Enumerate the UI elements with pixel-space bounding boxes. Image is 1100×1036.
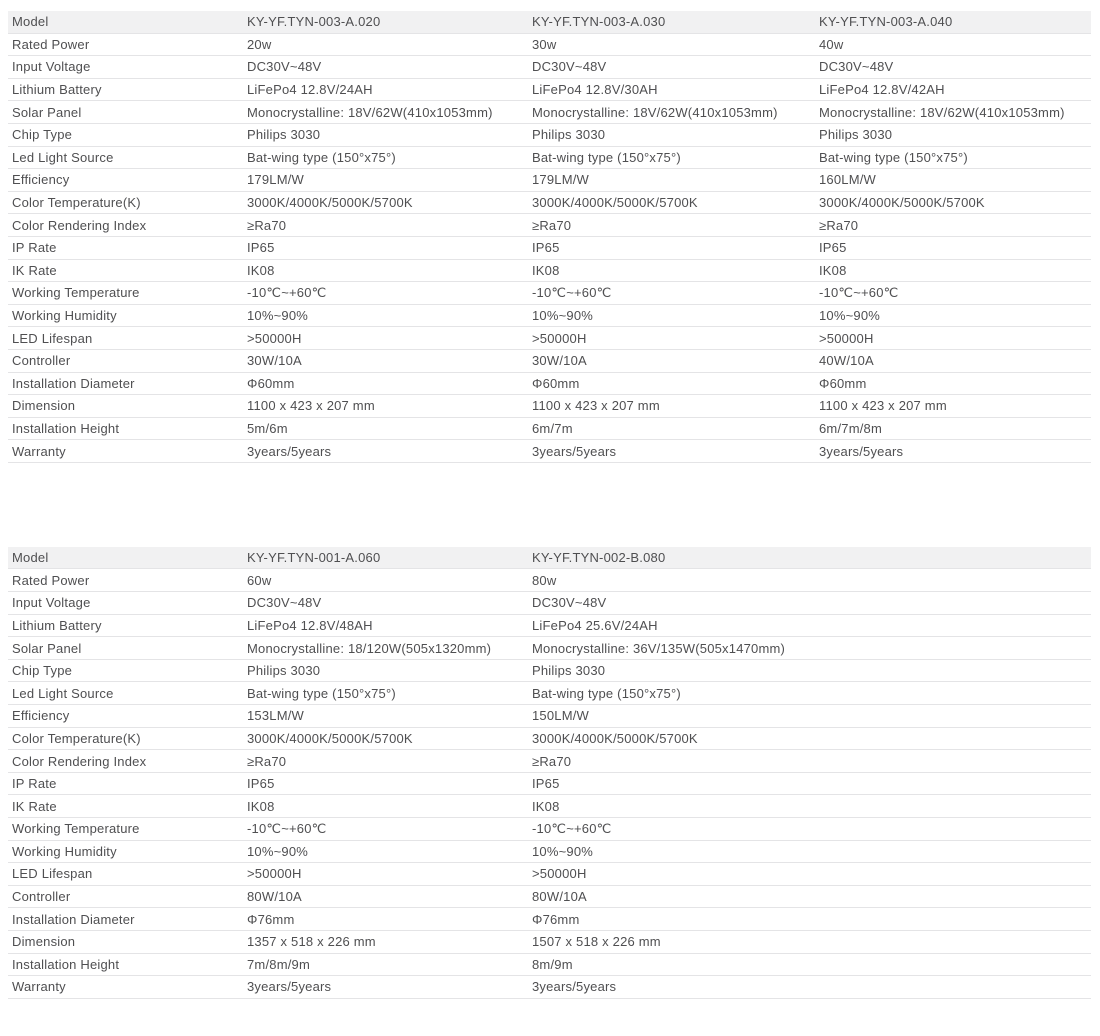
row-label: Chip Type <box>12 663 73 679</box>
spec-row <box>8 682 1091 705</box>
spec-value: Philips 3030 <box>532 663 606 679</box>
spec-value: ≥Ra70 <box>247 217 287 233</box>
spec-value: Philips 3030 <box>247 127 321 143</box>
row-label: Efficiency <box>12 172 70 188</box>
spec-value: 80W/10A <box>247 889 302 905</box>
spec-value: IK08 <box>532 798 560 814</box>
spec-value: 10%~90% <box>532 843 594 859</box>
spec-row <box>8 750 1091 773</box>
row-label: Color Temperature(K) <box>12 730 141 746</box>
spec-value: 10%~90% <box>819 308 881 324</box>
spec-row <box>8 615 1091 638</box>
spec-value: DC30V~48V <box>247 595 322 611</box>
spec-value: Monocrystalline: 36V/135W(505x1470mm) <box>532 640 786 656</box>
row-label: Working Temperature <box>12 821 140 837</box>
model-name: KY-YF.TYN-003-A.040 <box>819 14 953 30</box>
spec-value: Philips 3030 <box>819 127 893 143</box>
spec-value: 5m/6m <box>247 420 288 436</box>
spec-value: >50000H <box>247 866 302 882</box>
row-label: Warranty <box>12 979 66 995</box>
spec-row <box>8 260 1091 283</box>
row-label: Model <box>12 14 49 30</box>
spec-value: 40w <box>819 36 844 52</box>
spec-value: IP65 <box>247 240 275 256</box>
model-name: KY-YF.TYN-002-B.080 <box>532 550 666 566</box>
row-label: Installation Diameter <box>12 375 135 391</box>
spec-value: 3years/5years <box>819 443 904 459</box>
spec-value: Φ60mm <box>247 375 295 391</box>
spec-value: Φ76mm <box>247 911 295 927</box>
spec-row <box>8 124 1091 147</box>
spec-value: Φ60mm <box>532 375 580 391</box>
spec-value: DC30V~48V <box>532 59 607 75</box>
spec-row <box>8 373 1091 396</box>
spec-value: 179LM/W <box>247 172 305 188</box>
spec-row <box>8 101 1091 124</box>
row-label: Color Temperature(K) <box>12 195 141 211</box>
spec-value: 3years/5years <box>532 979 617 995</box>
spec-value: 40W/10A <box>819 353 874 369</box>
spec-value: Monocrystalline: 18V/62W(410x1053mm) <box>532 104 778 120</box>
spec-value: 1100 x 423 x 207 mm <box>532 398 660 414</box>
spec-row <box>8 569 1091 592</box>
solar-light-spec-sheet <box>0 11 1100 1036</box>
spec-value: 3years/5years <box>247 443 332 459</box>
row-label: Rated Power <box>12 36 90 52</box>
row-label: Installation Diameter <box>12 911 135 927</box>
spec-value: LiFePo4 12.8V/48AH <box>247 617 373 633</box>
spec-value: IP65 <box>247 776 275 792</box>
row-label: Led Light Source <box>12 149 114 165</box>
spec-row <box>8 79 1091 102</box>
row-label: Solar Panel <box>12 640 82 656</box>
spec-row <box>8 56 1091 79</box>
model-name: KY-YF.TYN-003-A.030 <box>532 14 666 30</box>
spec-value: 3000K/4000K/5000K/5700K <box>532 195 698 211</box>
spec-value: Bat-wing type (150°x75°) <box>532 149 681 165</box>
row-label: IK Rate <box>12 798 57 814</box>
model-name: KY-YF.TYN-001-A.060 <box>247 550 381 566</box>
model-name: KY-YF.TYN-003-A.020 <box>247 14 381 30</box>
spec-row <box>8 705 1091 728</box>
spec-value: DC30V~48V <box>247 59 322 75</box>
spec-row <box>8 327 1091 350</box>
spec-row <box>8 395 1091 418</box>
spec-value: 10%~90% <box>247 843 309 859</box>
spec-value: 153LM/W <box>247 708 305 724</box>
spec-value: Monocrystalline: 18/120W(505x1320mm) <box>247 640 492 656</box>
spec-row <box>8 305 1091 328</box>
spec-value: 3000K/4000K/5000K/5700K <box>532 730 698 746</box>
row-label: Lithium Battery <box>12 82 102 98</box>
row-label: Chip Type <box>12 127 73 143</box>
spec-value: 80W/10A <box>532 889 587 905</box>
spec-value: 3years/5years <box>247 979 332 995</box>
row-label: Color Rendering Index <box>12 753 147 769</box>
spec-value: -10℃~+60℃ <box>247 285 327 301</box>
spec-value: >50000H <box>819 330 874 346</box>
spec-row <box>8 931 1091 954</box>
row-label: Efficiency <box>12 708 70 724</box>
spec-value: 8m/9m <box>532 956 573 972</box>
spec-row <box>8 214 1091 237</box>
spec-row <box>8 237 1091 260</box>
spec-value: 20w <box>247 36 272 52</box>
spec-value: >50000H <box>532 866 587 882</box>
spec-value: 1100 x 423 x 207 mm <box>819 398 947 414</box>
row-label: IK Rate <box>12 262 57 278</box>
row-label: Warranty <box>12 443 66 459</box>
spec-row <box>8 773 1091 796</box>
spec-value: DC30V~48V <box>819 59 894 75</box>
spec-value: Philips 3030 <box>532 127 606 143</box>
spec-row <box>8 282 1091 305</box>
spec-value: IK08 <box>247 262 275 278</box>
spec-table-models-020-040 <box>8 11 1091 463</box>
spec-value: >50000H <box>247 330 302 346</box>
spec-row <box>8 440 1091 463</box>
spec-value: 6m/7m/8m <box>819 420 883 436</box>
spec-value: IK08 <box>819 262 847 278</box>
spec-value: ≥Ra70 <box>532 753 572 769</box>
spec-value: 3000K/4000K/5000K/5700K <box>247 195 413 211</box>
spec-value: IP65 <box>532 240 560 256</box>
row-label: Controller <box>12 889 71 905</box>
spec-value: 1507 x 518 x 226 mm <box>532 934 661 950</box>
spec-value: LiFePo4 12.8V/24AH <box>247 82 373 98</box>
spec-value: 60w <box>247 572 272 588</box>
spec-value: Monocrystalline: 18V/62W(410x1053mm) <box>247 104 493 120</box>
row-label: Rated Power <box>12 572 90 588</box>
row-label: Installation Height <box>12 956 120 972</box>
spec-row <box>8 592 1091 615</box>
spec-row <box>8 818 1091 841</box>
spec-value: 30W/10A <box>532 353 587 369</box>
row-label: Controller <box>12 353 71 369</box>
spec-value: DC30V~48V <box>532 595 607 611</box>
spec-value: 10%~90% <box>532 308 594 324</box>
model-header-row <box>8 11 1091 34</box>
spec-value: ≥Ra70 <box>819 217 859 233</box>
spec-value: 10%~90% <box>247 308 309 324</box>
spec-row <box>8 976 1091 999</box>
row-label: Dimension <box>12 934 76 950</box>
row-label: Led Light Source <box>12 685 114 701</box>
row-label: LED Lifespan <box>12 866 93 882</box>
row-label: Working Humidity <box>12 843 117 859</box>
spec-value: Φ76mm <box>532 911 580 927</box>
spec-row <box>8 863 1091 886</box>
spec-value: Philips 3030 <box>247 663 321 679</box>
spec-row <box>8 954 1091 977</box>
spec-row <box>8 192 1091 215</box>
row-label: Dimension <box>12 398 76 414</box>
spec-value: 160LM/W <box>819 172 877 188</box>
spec-value: IP65 <box>819 240 847 256</box>
spec-row <box>8 795 1091 818</box>
spec-value: LiFePo4 12.8V/30AH <box>532 82 658 98</box>
row-label: Working Humidity <box>12 308 117 324</box>
row-label: IP Rate <box>12 240 57 256</box>
spec-value: IK08 <box>532 262 560 278</box>
spec-value: 1100 x 423 x 207 mm <box>247 398 375 414</box>
spec-value: Bat-wing type (150°x75°) <box>819 149 968 165</box>
spec-row <box>8 637 1091 660</box>
row-label: Lithium Battery <box>12 617 102 633</box>
spec-value: -10℃~+60℃ <box>532 285 612 301</box>
spec-value: LiFePo4 12.8V/42AH <box>819 82 945 98</box>
spec-table-models-060-080 <box>8 547 1091 999</box>
spec-row <box>8 34 1091 57</box>
spec-value: 150LM/W <box>532 708 590 724</box>
spec-value: Bat-wing type (150°x75°) <box>247 685 396 701</box>
spec-value: 30W/10A <box>247 353 302 369</box>
spec-value: Monocrystalline: 18V/62W(410x1053mm) <box>819 104 1065 120</box>
spec-value: Φ60mm <box>819 375 867 391</box>
spec-value: IP65 <box>532 776 560 792</box>
row-label: Input Voltage <box>12 59 91 75</box>
spec-value: Bat-wing type (150°x75°) <box>532 685 681 701</box>
row-label: Solar Panel <box>12 104 82 120</box>
spec-value: Bat-wing type (150°x75°) <box>247 149 396 165</box>
spec-value: 179LM/W <box>532 172 590 188</box>
spec-value: 3years/5years <box>532 443 617 459</box>
row-label: Installation Height <box>12 420 120 436</box>
spec-row <box>8 841 1091 864</box>
spec-value: LiFePo4 25.6V/24AH <box>532 617 658 633</box>
spec-value: IK08 <box>247 798 275 814</box>
spec-row <box>8 147 1091 170</box>
spec-value: 3000K/4000K/5000K/5700K <box>819 195 985 211</box>
spec-value: 3000K/4000K/5000K/5700K <box>247 730 413 746</box>
spec-value: 80w <box>532 572 557 588</box>
spec-row <box>8 169 1091 192</box>
row-label: Input Voltage <box>12 595 91 611</box>
spec-value: -10℃~+60℃ <box>532 821 612 837</box>
model-header-row <box>8 547 1091 570</box>
spec-value: -10℃~+60℃ <box>247 821 327 837</box>
spec-value: >50000H <box>532 330 587 346</box>
spec-value: -10℃~+60℃ <box>819 285 899 301</box>
row-label: Model <box>12 550 49 566</box>
row-label: Color Rendering Index <box>12 217 147 233</box>
row-label: LED Lifespan <box>12 330 93 346</box>
spec-value: 6m/7m <box>532 420 573 436</box>
spec-row <box>8 728 1091 751</box>
spec-value: ≥Ra70 <box>247 753 287 769</box>
row-label: Working Temperature <box>12 285 140 301</box>
spec-row <box>8 418 1091 441</box>
spec-value: 30w <box>532 36 557 52</box>
spec-value: 7m/8m/9m <box>247 956 311 972</box>
spec-value: ≥Ra70 <box>532 217 572 233</box>
spec-row <box>8 908 1091 931</box>
row-label: IP Rate <box>12 776 57 792</box>
spec-row <box>8 660 1091 683</box>
spec-row <box>8 886 1091 909</box>
spec-value: 1357 x 518 x 226 mm <box>247 934 376 950</box>
spec-row <box>8 350 1091 373</box>
